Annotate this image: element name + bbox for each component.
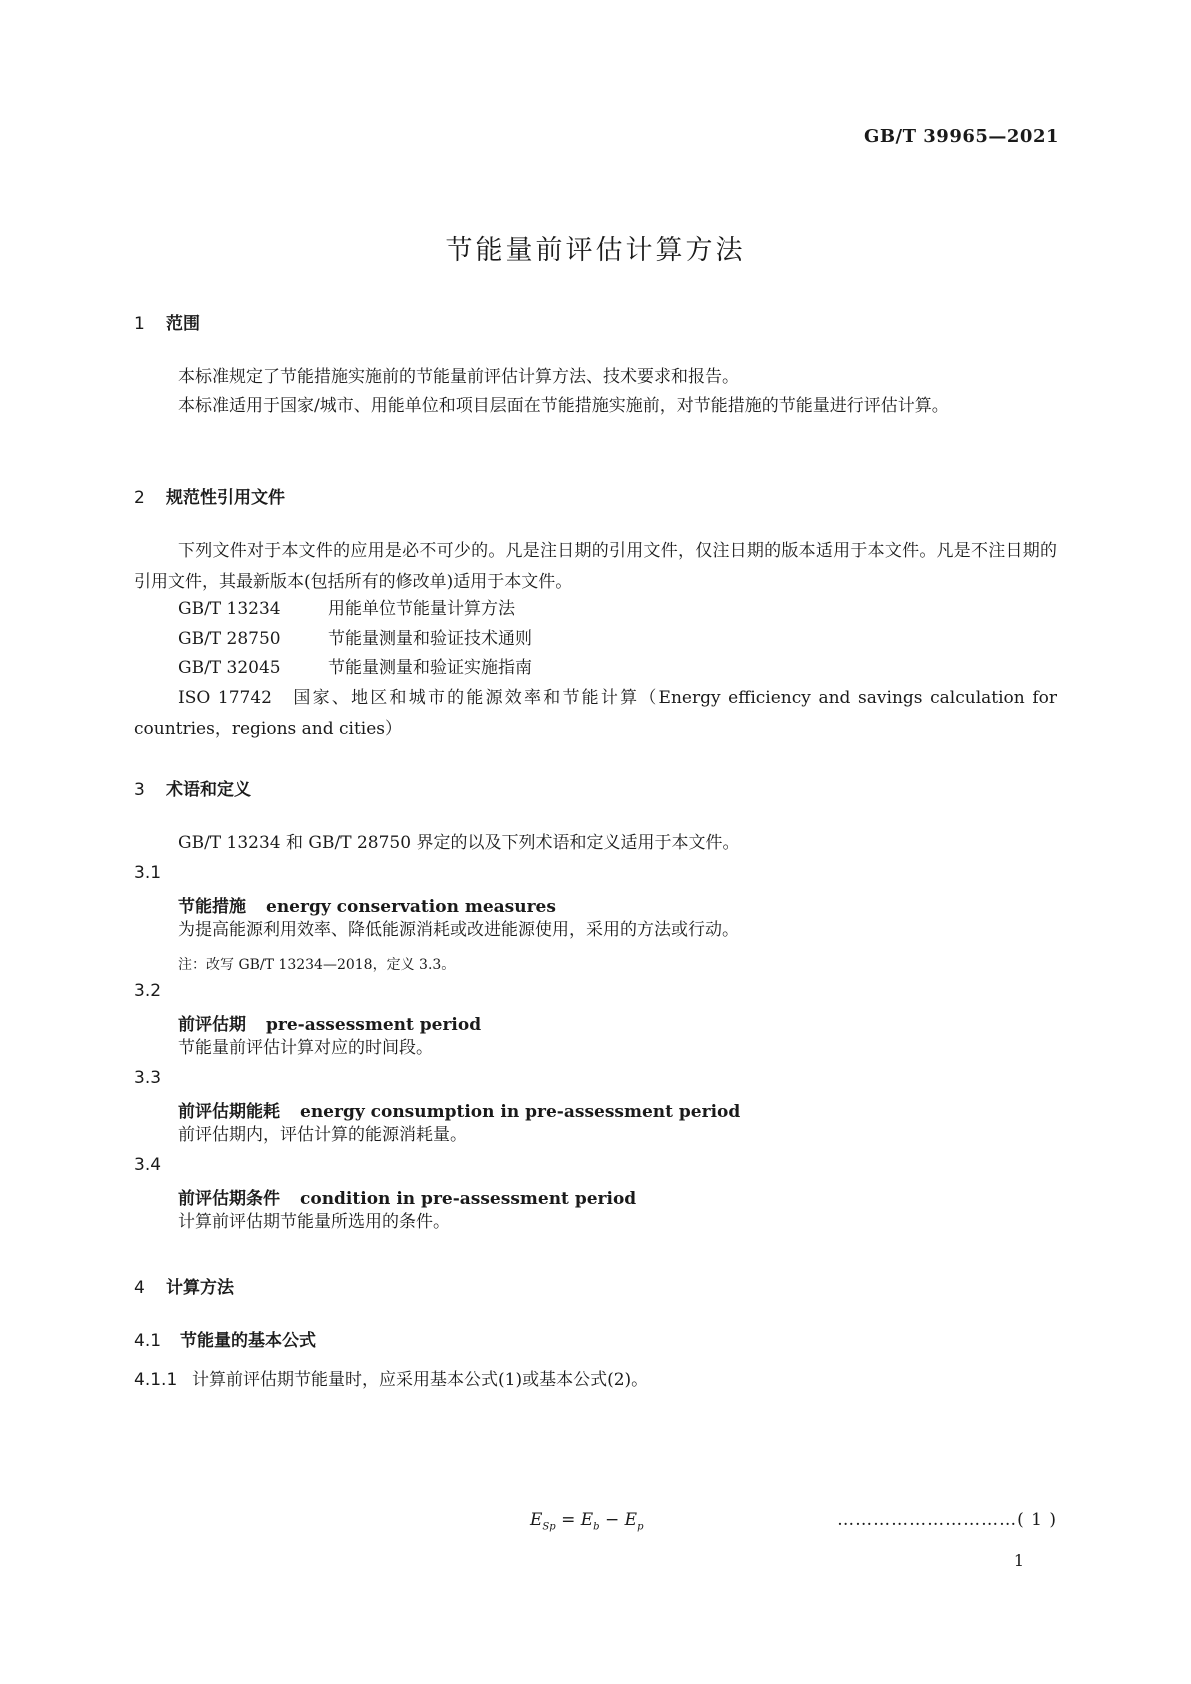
section-number: 3 — [134, 780, 145, 800]
formula-1: $E_{Sp} = E_b - E_p$ — [530, 1510, 644, 1533]
term-number: 3.4 — [134, 1155, 162, 1175]
term-number: 3.3 — [134, 1068, 162, 1088]
subsection-title: 节能量的基本公式 — [180, 1331, 316, 1351]
page-number: 1 — [1013, 1551, 1024, 1570]
section-3-heading — [134, 775, 251, 800]
term-en: condition in pre-assessment period — [300, 1189, 637, 1209]
section-title: 计算方法 — [166, 1278, 234, 1298]
section-2-heading — [134, 483, 285, 508]
section-number: 1 — [134, 314, 145, 334]
reference-title: 节能量测量和验证技术通则 — [328, 629, 532, 649]
standard-code: GB/T 39965—2021 — [863, 126, 1059, 147]
section-number: 2 — [134, 488, 145, 508]
reference-item — [178, 624, 532, 655]
section-number: 4 — [134, 1278, 145, 1298]
clause-number: 4.1.1 — [134, 1370, 178, 1390]
term-en: energy consumption in pre-assessment period — [300, 1102, 741, 1122]
paragraph: 本标准适用于国家/城市、用能单位和项目层面在节能措施实施前，对节能措施的节能量进行评估计算。 — [178, 396, 949, 416]
reference-item — [178, 594, 515, 625]
reference-code: GB/T 28750 — [178, 629, 281, 649]
reference-item-iso: ISO 17742 国家、地区和城市的能源效率和节能计算（Energy efficiency and savings calculation for countries，regions and cities） — [134, 688, 1057, 739]
paragraph: 下列文件对于本文件的应用是必不可少的。凡是注日期的引用文件，仅注日期的版本适用于本文件。凡是不注日期的引用文件，其最新版本(包括所有的修改单)适用于本文件。 — [134, 541, 1057, 592]
document-title: 节能量前评估计算方法 — [445, 235, 746, 266]
reference-code: GB/T 13234 — [178, 599, 281, 619]
subsection-4-1-heading — [134, 1326, 316, 1351]
clause-text: 计算前评估期节能量时，应采用基本公式(1)或基本公式(2)。 — [192, 1370, 649, 1390]
term-zh: 前评估期条件 — [178, 1189, 280, 1209]
reference-title: 用能单位节能量计算方法 — [328, 599, 515, 619]
reference-title: 节能量测量和验证实施指南 — [328, 658, 532, 678]
paragraph: 本标准规定了节能措施实施前的节能量前评估计算方法、技术要求和报告。 — [178, 367, 739, 387]
formula-label: …………………………( 1 ) — [837, 1510, 1057, 1530]
clause-4-1-1 — [134, 1365, 648, 1396]
term-heading — [178, 1184, 636, 1209]
term-number: 3.1 — [134, 863, 162, 883]
term-zh: 前评估期 — [178, 1015, 246, 1035]
term-definition: 节能量前评估计算对应的时间段。 — [178, 1038, 433, 1058]
term-heading — [178, 892, 556, 917]
reference-code: GB/T 32045 — [178, 658, 281, 678]
term-en: pre-assessment period — [266, 1015, 482, 1035]
subsection-number: 4.1 — [134, 1331, 162, 1351]
section-title: 范围 — [166, 314, 200, 334]
term-definition: 为提高能源利用效率、降低能源消耗或改进能源使用，采用的方法或行动。 — [178, 920, 739, 940]
term-heading — [178, 1097, 740, 1122]
section-title: 术语和定义 — [166, 780, 251, 800]
section-1-heading — [134, 309, 200, 334]
term-note: 注：改写 GB/T 13234—2018，定义 3.3。 — [178, 957, 456, 973]
section-4-heading — [134, 1273, 234, 1298]
term-definition: 计算前评估期节能量所选用的条件。 — [178, 1212, 450, 1232]
section-title: 规范性引用文件 — [166, 488, 285, 508]
term-en: energy conservation measures — [266, 897, 556, 917]
reference-item — [178, 653, 532, 684]
term-zh: 节能措施 — [178, 897, 246, 917]
paragraph: GB/T 13234 和 GB/T 28750 界定的以及下列术语和定义适用于本文件。 — [178, 833, 740, 853]
term-heading — [178, 1010, 481, 1035]
term-definition: 前评估期内，评估计算的能源消耗量。 — [178, 1125, 467, 1145]
term-number: 3.2 — [134, 981, 162, 1001]
term-zh: 前评估期能耗 — [178, 1102, 280, 1122]
